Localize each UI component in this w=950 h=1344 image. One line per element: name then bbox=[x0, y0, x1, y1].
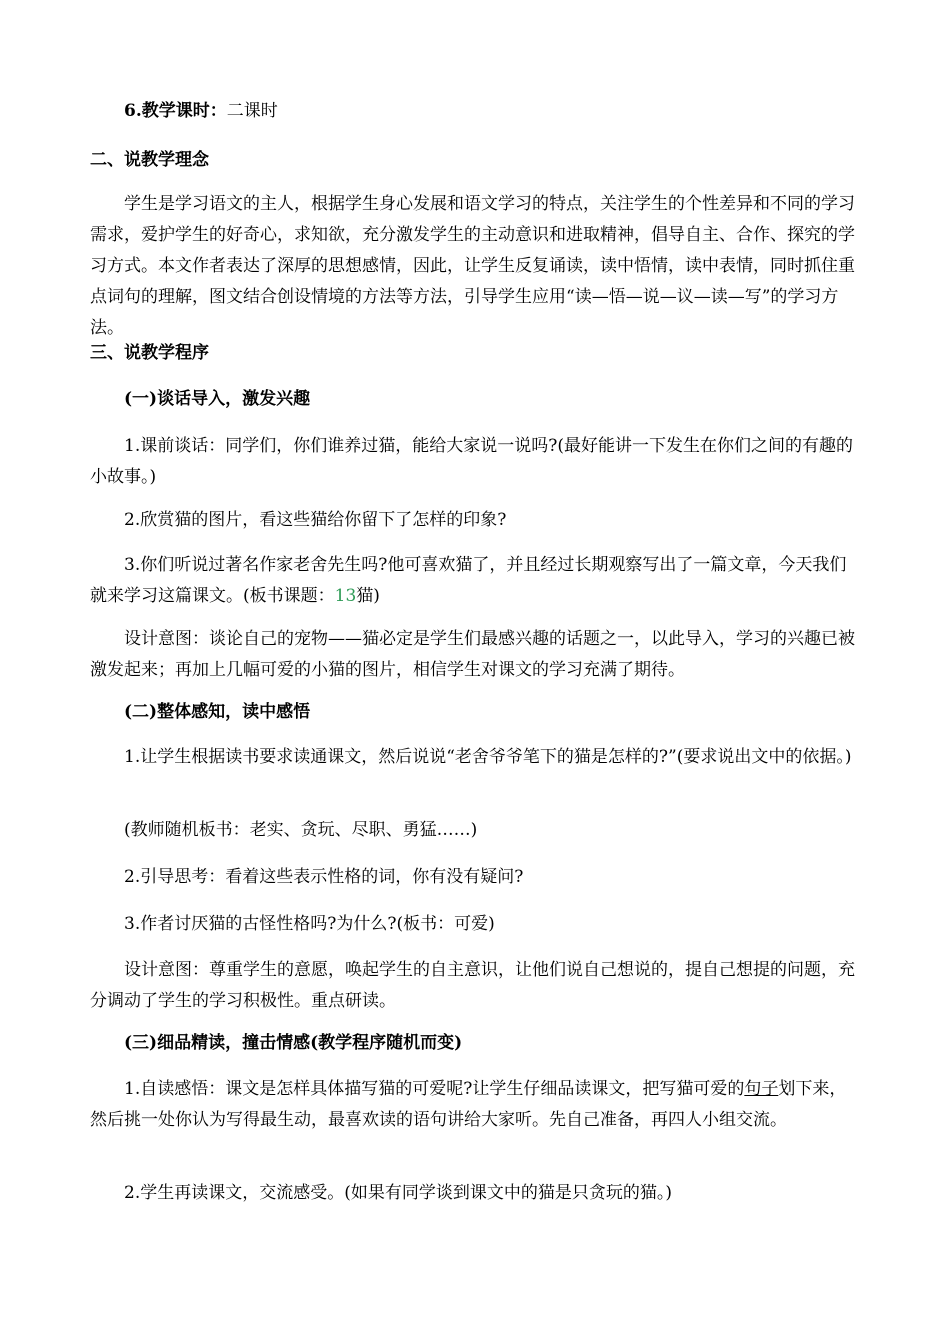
lesson-hours-line bbox=[90, 96, 862, 127]
lesson-number: 13 bbox=[334, 586, 357, 606]
underlined-word: 句子 bbox=[744, 1079, 779, 1099]
part-2-item-2: 2.引导思考：看着这些表示性格的词，你有没有疑问? bbox=[124, 867, 524, 887]
section-2-paragraph: 学生是学习语文的主人，根据学生身心发展和语文学习的特点，关注学生的个性差异和不同的学习需求，爱护学生的好奇心，求知欲，充分激发学生的主动意识和进取精神，倡导自主、合作、探究的学习方式。本文作者表达了深厚的思想感情，因此，让学生反复诵读，读中悟情，读中表情，同时抓住重点词句的理解，图文结合创设情境的方法等方法，引导学生应用“读—悟—说—议—读—写”的学习方法。 bbox=[90, 194, 855, 338]
lesson-hours-label: 6.教学课时： bbox=[124, 101, 227, 121]
part-2-design-intent: 设计意图：尊重学生的意愿，唤起学生的自主意识，让他们说自己想说的，提自己想提的问题，充分调动了学生的学习积极性。重点研读。 bbox=[90, 960, 855, 1011]
part-3-item-1 bbox=[90, 1074, 862, 1136]
part-1-item-3 bbox=[90, 550, 862, 612]
part-1-design-intent: 设计意图：谈论自己的宠物——猫必定是学生们最感兴趣的话题之一，以此导入，学习的兴趣已被激发起来；再加上几幅可爱的小猫的图片，相信学生对课文的学习充满了期待。 bbox=[90, 629, 855, 680]
part-1-item-1: 1.课前谈话：同学们，你们谁养过猫，能给大家说一说吗?(最好能讲一下发生在你们之间的有趣的小故事。) bbox=[90, 436, 853, 487]
part-1-heading: (一)谈话导入，激发兴趣 bbox=[124, 389, 311, 409]
part-2-item-1: 1.让学生根据读书要求读通课文，然后说说“老舍爷爷笔下的猫是怎样的?”(要求说出文中的依据。) bbox=[124, 747, 852, 767]
part-2-item-3: 3.作者讨厌猫的古怪性格吗?为什么?(板书：可爱) bbox=[124, 914, 495, 934]
part-3-heading: (三)细品精读，撞击情感(教学程序随机而变) bbox=[124, 1033, 463, 1053]
part-3-item-1-tail: 划下来，然后挑一处你认为写得最生动，最喜欢读的语句讲给大家听。先自己准备，再四人小组交流。 bbox=[90, 1079, 847, 1130]
part-2-heading: (二)整体感知，读中感悟 bbox=[124, 702, 311, 722]
part-2-board-note: (教师随机板书：老实、贪玩、尽职、勇猛……) bbox=[124, 820, 478, 840]
part-1-item-3-text: 3.你们听说过著名作家老舍先生吗?他可喜欢猫了，并且经过长期观察写出了一篇文章，今天我们就来学习这篇课文。(板书课题： bbox=[90, 555, 847, 606]
lesson-hours-value: 二课时 bbox=[226, 101, 278, 121]
part-3-item-2: 2.学生再读课文，交流感受。(如果有同学谈到课文中的猫是只贪玩的猫。) bbox=[124, 1183, 672, 1203]
section-3-heading: 三、说教学程序 bbox=[90, 343, 209, 363]
part-1-item-2: 2.欣赏猫的图片，看这些猫给你留下了怎样的印象? bbox=[124, 510, 507, 530]
part-1-item-3-tail: 猫) bbox=[356, 586, 380, 606]
section-2-heading: 二、说教学理念 bbox=[90, 150, 209, 170]
part-3-item-1-text: 1.自读感悟：课文是怎样具体描写猫的可爱呢?让学生仔细品读课文，把写猫可爱的 bbox=[124, 1079, 745, 1099]
